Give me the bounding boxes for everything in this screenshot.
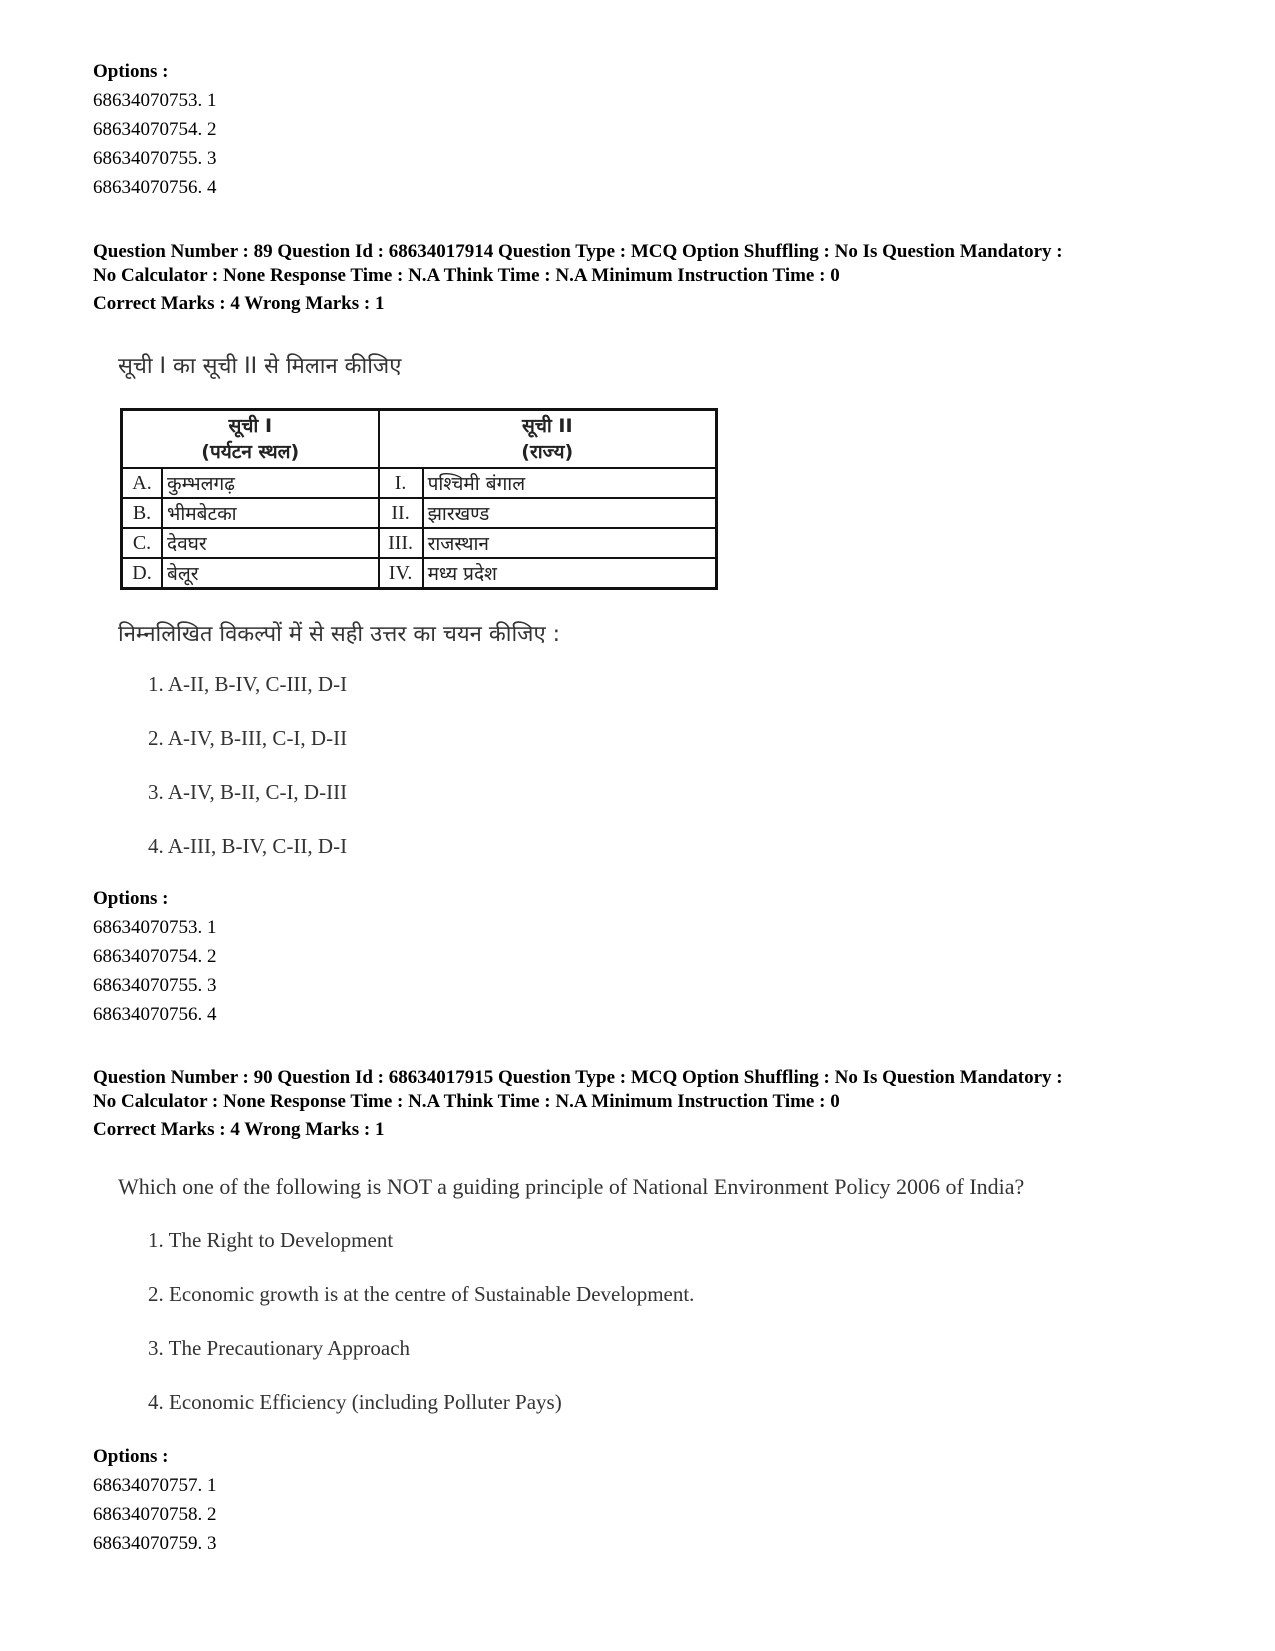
- choice-2: 2. A-IV, B-III, C-I, D-II: [148, 726, 348, 750]
- match-table-header: [122, 410, 717, 469]
- option-id: 68634070759. 3: [93, 1533, 217, 1554]
- table-row: [122, 468, 717, 498]
- choice-1: 1. A-II, B-IV, C-III, D-I: [148, 672, 348, 696]
- question-90-marks: Correct Marks : 4 Wrong Marks : 1: [93, 1119, 385, 1140]
- choice-3: 3. The Precautionary Approach: [148, 1336, 411, 1360]
- question-meta-line: Question Number : 90 Question Id : 68634017915 Question Type : MCQ Option Shuffling : No Is Question Mandatory :: [93, 1067, 1063, 1088]
- row-label: C.: [122, 528, 163, 558]
- choice-4: 4. Economic Efficiency (including Polluter Pays): [148, 1390, 562, 1414]
- question-90-meta: [93, 1066, 1203, 1114]
- choice-4: 4. A-III, B-IV, C-II, D-I: [148, 834, 348, 858]
- option-id: 68634070756. 4: [93, 177, 217, 198]
- choice-2: 2. Economic growth is at the centre of Sustainable Development.: [148, 1282, 695, 1306]
- question-89-options: [93, 885, 217, 1030]
- tourist-place: कुम्भलगढ़: [162, 468, 379, 498]
- row-label: I.: [379, 468, 423, 498]
- option-id: 68634070757. 1: [93, 1475, 217, 1496]
- state: राजस्थान: [423, 528, 717, 558]
- question-89-choices: [118, 672, 818, 872]
- table-row: [122, 558, 717, 589]
- option-id: 68634070754. 2: [93, 946, 217, 967]
- list-2-title: सूची II: [521, 415, 573, 437]
- row-label: B.: [122, 498, 163, 528]
- question-meta-line: No Calculator : None Response Time : N.A Think Time : N.A Minimum Instruction Time : 0: [93, 265, 840, 286]
- list-1-header: [122, 410, 379, 469]
- choice-3: 3. A-IV, B-II, C-I, D-III: [148, 780, 348, 804]
- list-2-header: [379, 410, 717, 469]
- tourist-place: भीमबेटका: [162, 498, 379, 528]
- question-89-stem: सूची I का सूची II से मिलान कीजिए: [118, 354, 402, 379]
- table-row: [122, 498, 717, 528]
- question-90-options: [93, 1443, 217, 1559]
- question-90-stem: Which one of the following is NOT a guiding principle of National Environment Policy 2006 of India?: [118, 1174, 1025, 1199]
- options-label: Options :: [93, 888, 169, 909]
- table-row: [122, 528, 717, 558]
- question-90-choices: [118, 1228, 1018, 1428]
- row-label: III.: [379, 528, 423, 558]
- list-1-subtitle: (पर्यटन स्थल): [201, 441, 300, 463]
- choice-1: 1. The Right to Development: [148, 1228, 394, 1252]
- question-89-instruction: निम्नलिखित विकल्पों में से सही उत्तर का चयन कीजिए :: [118, 622, 561, 647]
- option-id: 68634070756. 4: [93, 1004, 217, 1025]
- options-block-previous: [93, 58, 217, 203]
- list-2-subtitle: (राज्य): [521, 441, 574, 463]
- options-label: Options :: [93, 61, 169, 82]
- question-89-meta: [93, 240, 1203, 288]
- option-id: 68634070754. 2: [93, 119, 217, 140]
- row-label: IV.: [379, 558, 423, 589]
- option-id: 68634070753. 1: [93, 90, 217, 111]
- state: झारखण्ड: [423, 498, 717, 528]
- tourist-place: बेलूर: [162, 558, 379, 589]
- match-table: [120, 408, 718, 590]
- list-1-title: सूची I: [228, 415, 273, 437]
- option-id: 68634070758. 2: [93, 1504, 217, 1525]
- question-meta-line: Question Number : 89 Question Id : 68634017914 Question Type : MCQ Option Shuffling : No Is Question Mandatory :: [93, 241, 1063, 262]
- option-id: 68634070753. 1: [93, 917, 217, 938]
- row-label: II.: [379, 498, 423, 528]
- state: मध्य प्रदेश: [423, 558, 717, 589]
- options-label: Options :: [93, 1446, 169, 1467]
- question-meta-line: No Calculator : None Response Time : N.A Think Time : N.A Minimum Instruction Time : 0: [93, 1091, 840, 1112]
- row-label: A.: [122, 468, 163, 498]
- question-89-marks: Correct Marks : 4 Wrong Marks : 1: [93, 293, 385, 314]
- row-label: D.: [122, 558, 163, 589]
- option-id: 68634070755. 3: [93, 148, 217, 169]
- tourist-place: देवघर: [162, 528, 379, 558]
- option-id: 68634070755. 3: [93, 975, 217, 996]
- state: पश्चिमी बंगाल: [423, 468, 717, 498]
